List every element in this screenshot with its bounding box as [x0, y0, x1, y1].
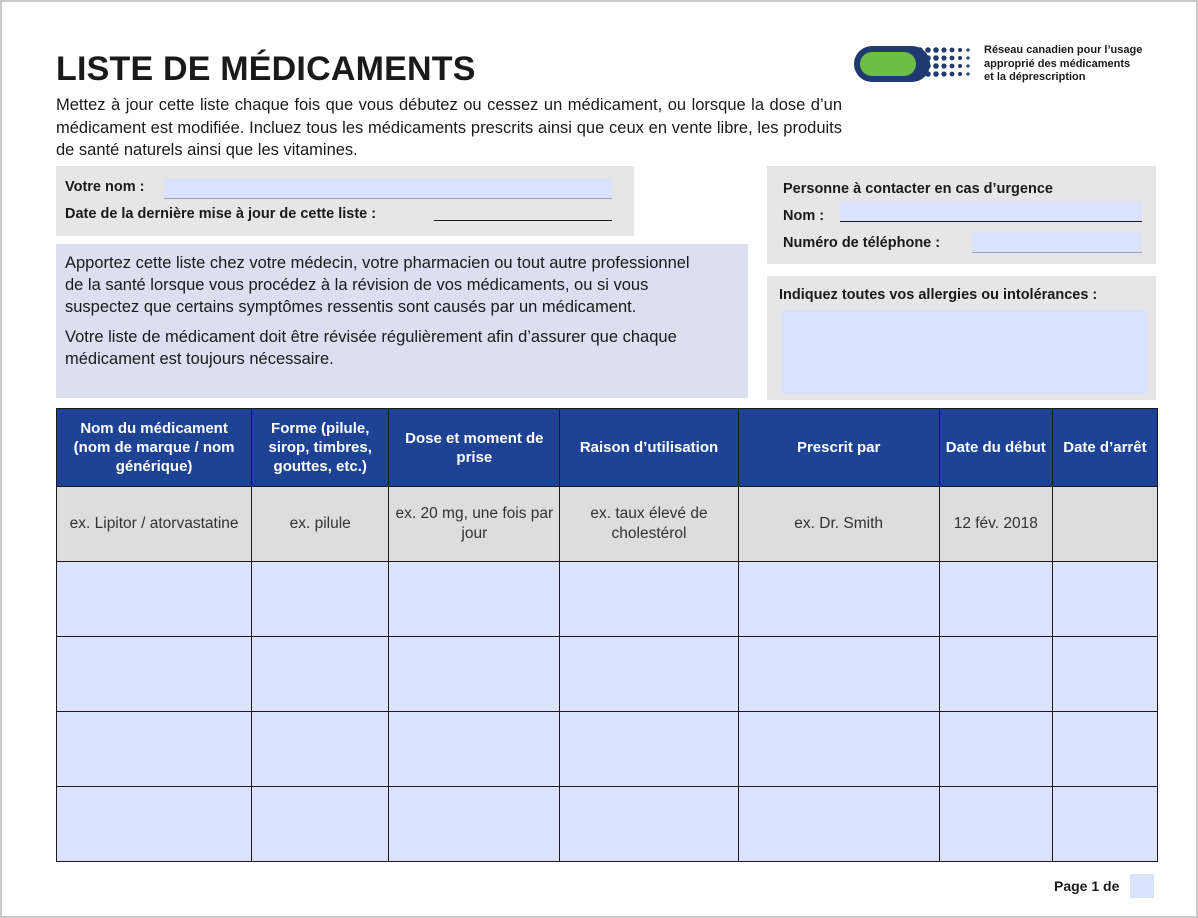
table-row — [57, 787, 1158, 862]
organization-name — [984, 44, 1142, 85]
input-cell[interactable] — [939, 562, 1052, 637]
input-cell[interactable] — [57, 787, 252, 862]
input-cell[interactable] — [57, 637, 252, 712]
input-cell[interactable] — [738, 787, 939, 862]
input-cell[interactable] — [252, 712, 389, 787]
medication-table — [56, 408, 1158, 862]
table-cell — [1052, 487, 1157, 562]
table-cell: ex. 20 mg, une fois par jour — [389, 487, 560, 562]
input-cell[interactable] — [389, 637, 560, 712]
table-cell: ex. pilule — [252, 487, 389, 562]
input-cell[interactable] — [939, 637, 1052, 712]
input-cell[interactable] — [560, 787, 738, 862]
emergency-phone-label: Numéro de téléphone : — [783, 235, 941, 251]
page-total-field[interactable] — [1130, 874, 1154, 898]
input-cell[interactable] — [252, 787, 389, 862]
page-number-label: Page 1 de — [1054, 878, 1120, 894]
input-cell[interactable] — [738, 637, 939, 712]
input-cell[interactable] — [57, 562, 252, 637]
input-cell[interactable] — [560, 637, 738, 712]
table-header-row — [57, 409, 1158, 487]
emergency-name-field[interactable] — [840, 201, 1142, 222]
table-cell: ex. taux élevé de cholestérol — [560, 487, 738, 562]
intro-text: Mettez à jour cette liste chaque fois que vous débutez ou cessez un médicament, ou lorsque la dose d’un médicament est modifiée. Incluez tous les médicaments prescrits ainsi que ceux en vente libre, les produits de santé naturels ainsi que les vitamines. — [56, 96, 842, 159]
column-header-start-date: Date du début — [939, 409, 1052, 487]
input-cell[interactable] — [1052, 637, 1157, 712]
column-header-reason: Raison d’utilisation — [560, 409, 738, 487]
table-cell: 12 fév. 2018 — [939, 487, 1052, 562]
organization-name-line: approprié des médicaments — [984, 57, 1131, 70]
organization-name-line: et la déprescription — [984, 71, 1086, 83]
column-header-dose: Dose et moment de prise — [389, 409, 560, 487]
organization-logo — [852, 44, 1152, 88]
emergency-phone-field[interactable] — [972, 232, 1142, 253]
input-cell[interactable] — [738, 712, 939, 787]
input-cell[interactable] — [939, 712, 1052, 787]
emergency-contact-heading: Personne à contacter en cas d’urgence — [783, 181, 1053, 197]
column-header-medication-name: Nom du médicament (nom de marque / nom générique) — [57, 409, 252, 487]
column-header-prescriber: Prescrit par — [738, 409, 939, 487]
input-cell[interactable] — [560, 712, 738, 787]
organization-name-line: Réseau canadien pour l’usage — [984, 44, 1143, 56]
page-title: LISTE DE MÉDICAMENTS — [56, 50, 476, 88]
input-cell[interactable] — [1052, 787, 1157, 862]
table-cell: ex. Dr. Smith — [738, 487, 939, 562]
input-cell[interactable] — [389, 787, 560, 862]
column-header-form: Forme (pilule, sirop, timbres, gouttes, etc.) — [252, 409, 389, 487]
input-cell[interactable] — [389, 712, 560, 787]
last-update-field[interactable] — [434, 204, 612, 221]
input-cell[interactable] — [389, 562, 560, 637]
input-cell[interactable] — [1052, 562, 1157, 637]
example-row — [57, 487, 1158, 562]
patient-info-panel — [56, 166, 634, 236]
input-cell[interactable] — [738, 562, 939, 637]
instructions-panel — [56, 244, 748, 398]
capsule-pill-icon — [852, 44, 974, 84]
table-row — [57, 562, 1158, 637]
patient-name-field[interactable] — [164, 178, 612, 199]
table-cell: ex. Lipitor / atorvastatine — [57, 487, 252, 562]
input-cell[interactable] — [252, 637, 389, 712]
input-cell[interactable] — [57, 712, 252, 787]
input-cell[interactable] — [939, 787, 1052, 862]
input-cell[interactable] — [1052, 712, 1157, 787]
emergency-name-label: Nom : — [783, 208, 825, 224]
emergency-contact-panel — [767, 166, 1156, 264]
allergies-label: Indiquez toutes vos allergies ou intolérances : — [779, 287, 1098, 303]
last-update-label: Date de la dernière mise à jour de cette liste : — [65, 206, 377, 222]
column-header-stop-date: Date d’arrêt — [1052, 409, 1157, 487]
input-cell[interactable] — [252, 562, 389, 637]
instructions-paragraph: Apportez cette liste chez votre médecin, votre pharmacien ou tout autre professionnel de la santé lorsque vous procédez à la révision de vos médicaments, ou si vous suspectez que certains symptômes ressentis sont causés par un médicament. — [65, 254, 690, 316]
table-row — [57, 637, 1158, 712]
allergies-panel — [767, 276, 1156, 400]
input-cell[interactable] — [560, 562, 738, 637]
patient-name-label: Votre nom : — [65, 179, 145, 195]
review-paragraph: Votre liste de médicament doit être révisée régulièrement afin d’assurer que chaque médicament est toujours nécessaire. — [65, 328, 677, 368]
table-row — [57, 712, 1158, 787]
allergies-field[interactable] — [781, 310, 1148, 394]
